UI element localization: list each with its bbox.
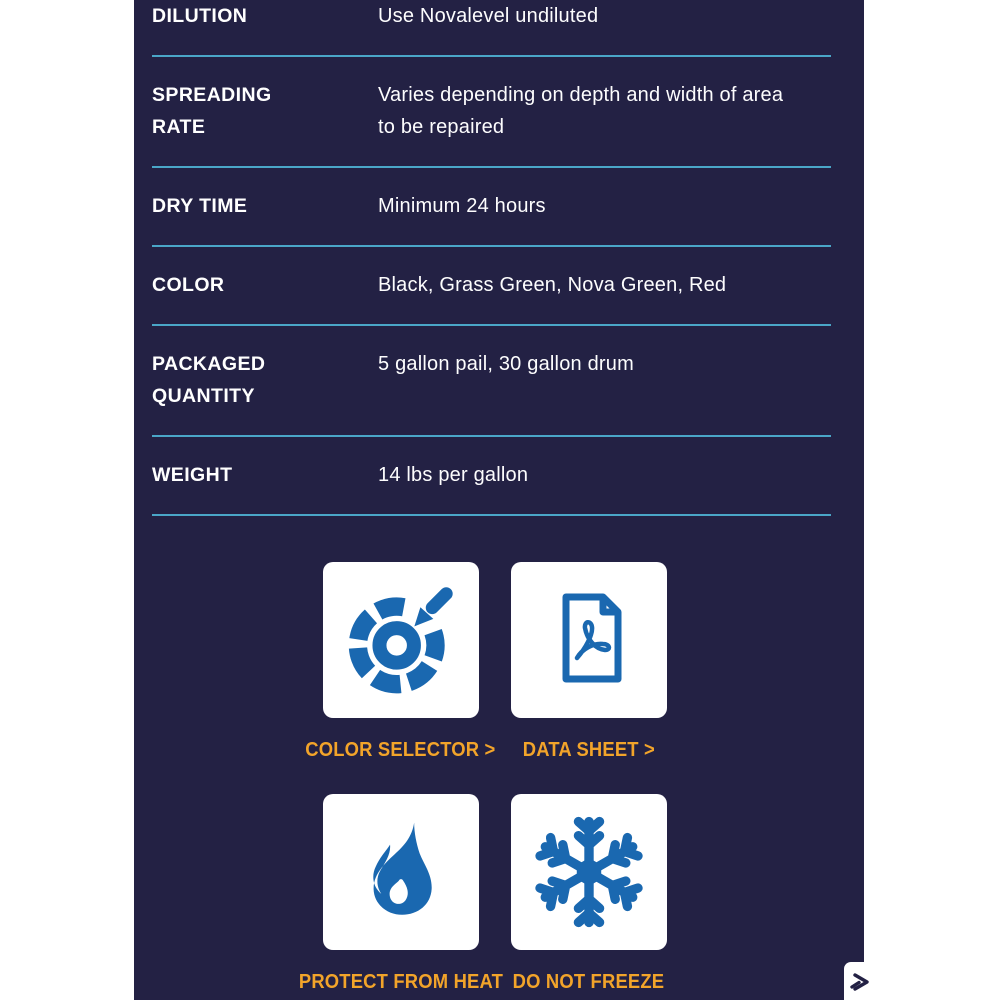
color-wheel-icon — [345, 584, 457, 696]
color-selector-label[interactable]: COLOR SELECTOR > — [305, 739, 496, 761]
spec-row-weight — [152, 437, 831, 516]
send-button[interactable] — [844, 962, 877, 1000]
spec-label: DRY TIME — [152, 195, 248, 217]
spec-row-color — [152, 247, 831, 326]
flame-icon — [344, 815, 458, 929]
color-selector-item — [305, 562, 496, 762]
spec-value: Varies depending on depth and width of area to be repaired — [378, 84, 784, 138]
protect-from-heat-button[interactable] — [323, 794, 479, 950]
spec-value: Use Novalevel undiluted — [378, 5, 599, 27]
do-not-freeze-label[interactable]: DO NOT FREEZE — [512, 971, 665, 993]
data-sheet-item — [510, 562, 667, 762]
spec-row-dilution — [152, 0, 831, 57]
protect-from-heat-item — [298, 794, 503, 994]
spec-label: PACKAGED QUANTITY — [152, 353, 266, 407]
do-not-freeze-button[interactable] — [511, 794, 667, 950]
snowflake-icon — [528, 811, 650, 933]
icon-button-grid — [298, 562, 667, 994]
spec-row-spreading-rate — [152, 57, 831, 168]
spec-value: Minimum 24 hours — [378, 195, 546, 217]
spec-label: SPREADING RATE — [152, 84, 272, 138]
spec-table — [152, 0, 831, 516]
spec-value: 5 gallon pail, 30 gallon drum — [378, 353, 634, 375]
spec-value: 14 lbs per gallon — [378, 464, 529, 486]
spec-row-dry-time — [152, 168, 831, 247]
data-sheet-button[interactable] — [511, 562, 667, 718]
color-selector-button[interactable] — [323, 562, 479, 718]
spec-label: DILUTION — [152, 5, 248, 27]
send-arrow-icon — [849, 968, 873, 996]
data-sheet-label[interactable]: DATA SHEET > — [522, 739, 655, 761]
spec-value: Black, Grass Green, Nova Green, Red — [378, 274, 727, 296]
content-panel — [134, 0, 864, 1000]
spec-row-packaged-quantity — [152, 326, 831, 437]
spec-label: WEIGHT — [152, 464, 233, 486]
spec-label: COLOR — [152, 274, 225, 296]
pdf-document-icon — [537, 588, 641, 692]
do-not-freeze-item — [510, 794, 667, 994]
protect-from-heat-label[interactable]: PROTECT FROM HEAT — [298, 971, 503, 993]
